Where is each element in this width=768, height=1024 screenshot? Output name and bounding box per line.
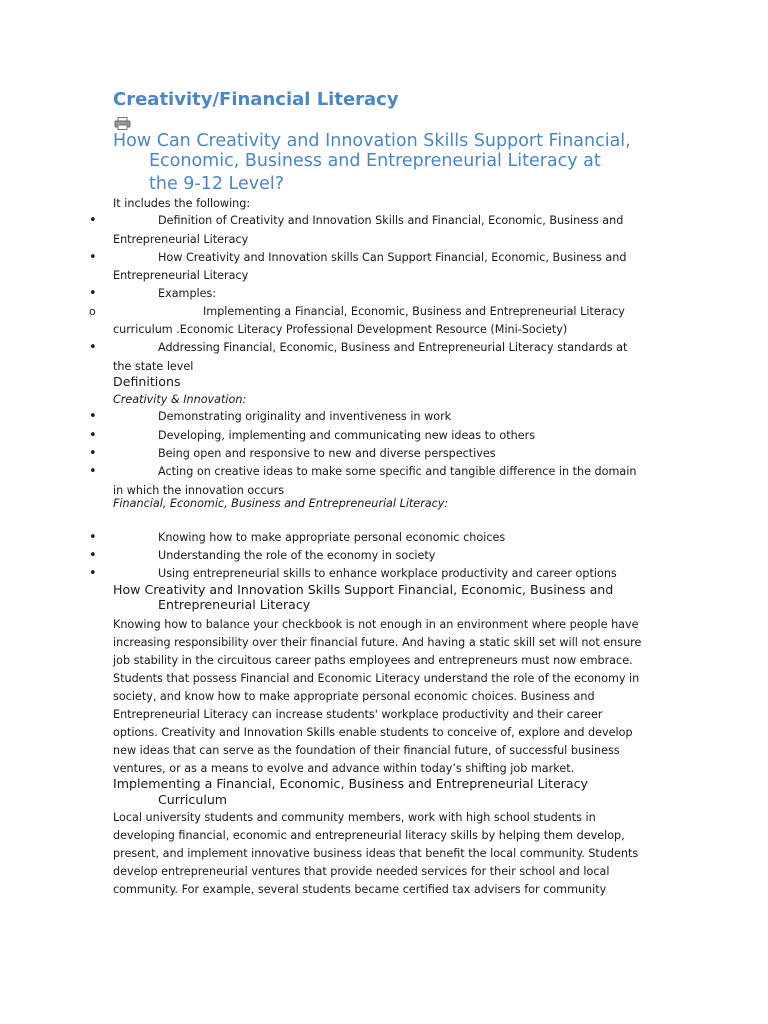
bullet-dot: • — [89, 566, 97, 581]
bullet-dot: • — [89, 464, 97, 479]
support-paragraph-line: Students that possess Financial and Economic Literacy understand the role of the economy in — [113, 672, 640, 685]
financial-item-2: Understanding the role of the economy in society — [158, 549, 436, 562]
support-heading-line-2: Entrepreneurial Literacy — [158, 597, 311, 612]
support-paragraph-line: Entrepreneurial Literacy can increase students' workplace productivity and their career — [113, 708, 603, 721]
support-paragraph-line: new ideas that can serve as the foundation of their financial future, of successful business — [113, 744, 620, 757]
bullet-dot: • — [89, 530, 97, 545]
implementing-paragraph-line: present, and implement innovative business ideas that benefit the local community. Students — [113, 847, 639, 860]
financial-label: Financial, Economic, Business and Entrepreneurial Literacy: — [113, 497, 449, 510]
question-heading-line-3: the 9-12 Level? — [149, 174, 285, 194]
intro-text: It includes the following: — [113, 197, 251, 210]
support-paragraph-line: increasing responsibility over their financial future. And having a static skill set will not ensure — [113, 636, 642, 649]
includes-subitem: Implementing a Financial, Economic, Business and Entrepreneurial Literacy — [203, 305, 625, 318]
includes-item-1-cont: Entrepreneurial Literacy — [113, 233, 249, 246]
includes-item-2-cont: Entrepreneurial Literacy — [113, 269, 249, 282]
financial-item-3: Using entrepreneurial skills to enhance workplace productivity and career options — [158, 567, 617, 580]
creativity-item-2: Developing, implementing and communicating new ideas to others — [158, 429, 536, 442]
includes-item-4: Addressing Financial, Economic, Business and Entrepreneurial Literacy standards at — [158, 341, 628, 354]
bullet-dot: • — [89, 286, 97, 301]
printer-icon[interactable] — [114, 115, 131, 128]
creativity-item-4: Acting on creative ideas to make some specific and tangible difference in the domain — [158, 465, 637, 478]
bullet-circle: o — [89, 305, 96, 318]
bullet-dot: • — [89, 428, 97, 443]
implementing-paragraph-line: Local university students and community members, work with high school students in — [113, 811, 596, 824]
question-heading-line-2: Economic, Business and Entrepreneurial Literacy at — [149, 151, 601, 171]
support-paragraph-line: ventures, or as a means to evolve and advance within today’s shifting job market. — [113, 762, 575, 775]
creativity-item-4-cont: in which the innovation occurs — [113, 484, 285, 497]
implementing-heading-line-2: Curriculum — [158, 792, 228, 807]
support-heading-line-1: How Creativity and Innovation Skills Support Financial, Economic, Business and — [113, 582, 614, 597]
includes-item-4-cont: the state level — [113, 360, 194, 373]
bullet-dot: • — [89, 250, 97, 265]
includes-subitem-cont: curriculum .Economic Literacy Professional Development Resource (Mini-Society) — [113, 323, 568, 336]
includes-item-1: Definition of Creativity and Innovation Skills and Financial, Economic, Business and — [158, 214, 624, 227]
support-paragraph-line: job stability in the circuitous career paths employees and entrepreneurs must now embrace. — [113, 654, 633, 667]
bullet-dot: • — [89, 213, 97, 228]
bullet-dot: • — [89, 548, 97, 563]
creativity-label: Creativity & Innovation: — [113, 393, 247, 406]
includes-item-3: Examples: — [158, 287, 217, 300]
implementing-paragraph-line: community. For example, several students became certified tax advisers for community — [113, 883, 607, 896]
definitions-heading: Definitions — [113, 374, 181, 389]
bullet-dot: • — [89, 409, 97, 424]
page-title: Creativity/Financial Literacy — [113, 89, 399, 110]
support-paragraph-line: society, and know how to make appropriate personal economic choices. Business and — [113, 690, 595, 703]
includes-item-2: How Creativity and Innovation skills Can Support Financial, Economic, Business and — [158, 251, 627, 264]
bullet-dot: • — [89, 340, 97, 355]
implementing-paragraph-line: developing financial, economic and entrepreneurial literacy skills by helping them develop, — [113, 829, 625, 842]
question-heading-line-1: How Can Creativity and Innovation Skills Support Financial, — [113, 131, 631, 151]
support-paragraph-line: Knowing how to balance your checkbook is not enough in an environment where people have — [113, 618, 639, 631]
creativity-item-3: Being open and responsive to new and diverse perspectives — [158, 447, 496, 460]
bullet-dot: • — [89, 446, 97, 461]
financial-item-1: Knowing how to make appropriate personal economic choices — [158, 531, 506, 544]
support-paragraph-line: options. Creativity and Innovation Skills enable students to conceive of, explore and develop — [113, 726, 633, 739]
implementing-paragraph-line: develop entrepreneurial ventures that provide needed services for their school and local — [113, 865, 610, 878]
creativity-item-1: Demonstrating originality and inventiveness in work — [158, 410, 452, 423]
implementing-heading-line-1: Implementing a Financial, Economic, Business and Entrepreneurial Literacy — [113, 776, 588, 791]
